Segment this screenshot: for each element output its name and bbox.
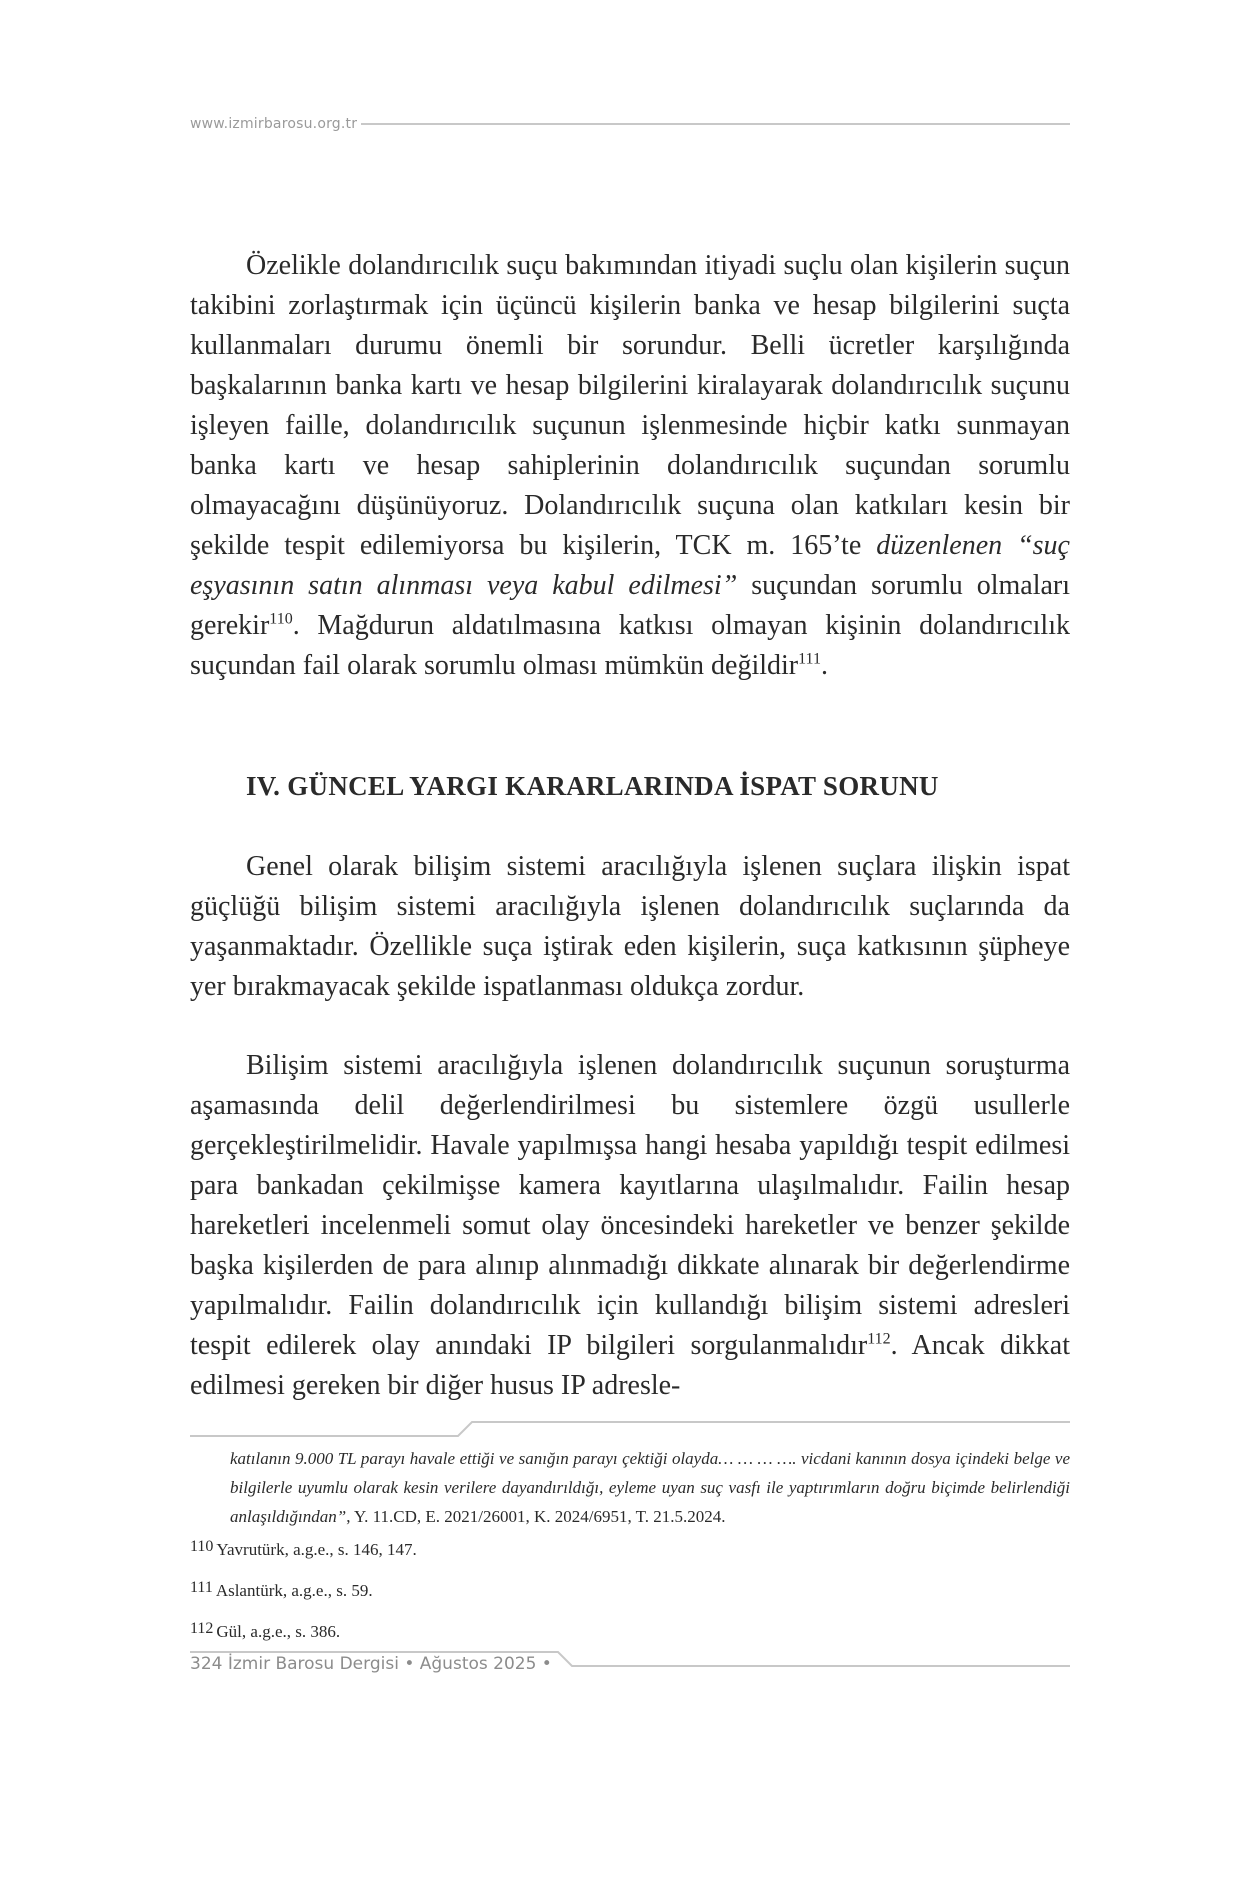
- footer-text: 324 İzmir Barosu Dergisi • Ağustos 2025 •: [190, 1654, 552, 1674]
- footnote-110: [190, 1535, 1050, 1562]
- footnote-text: Aslantürk, a.g.e., s. 59.: [215, 1581, 373, 1600]
- paragraph-3: [190, 1046, 1070, 1406]
- footnote-ref-111: 111: [798, 650, 821, 668]
- page-footer: [190, 1650, 1070, 1680]
- footnote-continuation: [230, 1444, 1070, 1531]
- footnote-number: 110: [190, 1538, 214, 1555]
- paragraph-3-text-a: Bilişim sistemi aracılığıyla işlenen dolandırıcılık suçunun soruşturma aşamasında delil değerlendirilmesi bu sistemlere özgü usullerle gerçekleştirilmelidir. Havale yapılmışsa hangi hesaba yapıldığı tespit edilmesi para bankadan çekilmişse kamera kayıtlarına ulaşılmalıdır. Failin hesap hareketleri incelenmeli somut olay öncesindeki hareketler ve benzer şekilde başka kişilerden de para alınıp alınmadığı dikkate alınarak bir değerlendirme yapılmalıdır. Failin dolandırıcılık için kullandığı bilişim sistemi adresleri tespit edilerek olay anındaki IP bilgileri sorgulanmalıdır: [190, 1050, 1070, 1361]
- footnote-ref-110: 110: [269, 610, 293, 628]
- paragraph-1: [190, 246, 1070, 686]
- footnote-continuation-quote: katılanın 9.000 TL parayı havale ettiği ve sanığın parayı çektiği olayda… … … …. vicdani kanının dosya içindeki belge ve bilgilerle uyumlu olarak kesin verilere dayandırıldığı, eyleme uyan suç vasfı ile yaptırımların doğru biçimde belirlendiği anlaşıldığından”: [230, 1449, 1070, 1526]
- section-heading: IV. GÜNCEL YARGI KARARLARINDA İSPAT SORUNU: [246, 771, 939, 801]
- footnote-111: [190, 1576, 1050, 1603]
- paragraph-3-text-b: . Ancak dikkat edilmesi gereken bir diğer husus IP adresle-: [190, 1330, 1070, 1401]
- paragraph-1-italic: düzenlenen “suç eşyasının satın alınması veya kabul edilmesi”: [190, 530, 1070, 601]
- page-header: [190, 112, 1070, 136]
- paragraph-1-text-a: Özelikle dolandırıcılık suçu bakımından itiyadi suçlu olan kişilerin suçun takibini zorlaştırmak için üçüncü kişilerin banka ve hesap bilgilerini suçta kullanmaları durumu önemli bir sorundur. Belli ücretler karşılığında başkalarının banka kartı ve hesap bilgilerini kiralayarak dolandırıcılık suçunu işleyen faille, dolandırıcılık suçunun işlenmesinde hiçbir katkı sunmayan banka kartı ve hesap sahiplerinin dolandırıcılık suçundan sorumlu olmayacağını düşünüyoruz. Dolandırıcılık suçuna olan katkıları kesin bir şekilde tespit edilemiyorsa bu kişilerin, TCK m. 165’te: [190, 250, 1070, 561]
- paragraph-1-text-b: suçundan sorumlu olmaları gerekir: [190, 570, 1071, 641]
- header-rule: [361, 123, 1070, 125]
- footnote-text: Yavrutürk, a.g.e., s. 146, 147.: [216, 1540, 417, 1559]
- header-url: www.izmirbarosu.org.tr: [190, 116, 358, 132]
- footnote-ref-112: 112: [867, 1330, 891, 1348]
- paragraph-1-text-d: .: [820, 650, 828, 681]
- footnote-number: 112: [190, 1620, 214, 1637]
- footnote-divider: [190, 1420, 1070, 1440]
- paragraph-1-text-c: . Mağdurun aldatılmasına katkısı olmayan kişinin dolandırıcılık suçundan fail olarak sorumlu olması mümkün değildir: [190, 610, 1070, 681]
- footnote-text: Gül, a.g.e., s. 386.: [216, 1622, 341, 1641]
- footnote-number: 111: [190, 1579, 213, 1596]
- paragraph-2: Genel olarak bilişim sistemi aracılığıyla işlenen suçlara ilişkin ispat güçlüğü bilişim sistemi aracılığıyla işlenen dolandırıcılık suçlarında da yaşanmaktadır. Özellikle suça iştirak eden kişilerin, suça katkısının şüpheye yer bırakmayacak şekilde ispatlanması oldukça zordur.: [190, 851, 1070, 1002]
- footnote-112: [190, 1617, 1050, 1644]
- footnote-continuation-citation: , Y. 11.CD, E. 2021/26001, K. 2024/6951, T. 21.5.2024.: [346, 1507, 726, 1526]
